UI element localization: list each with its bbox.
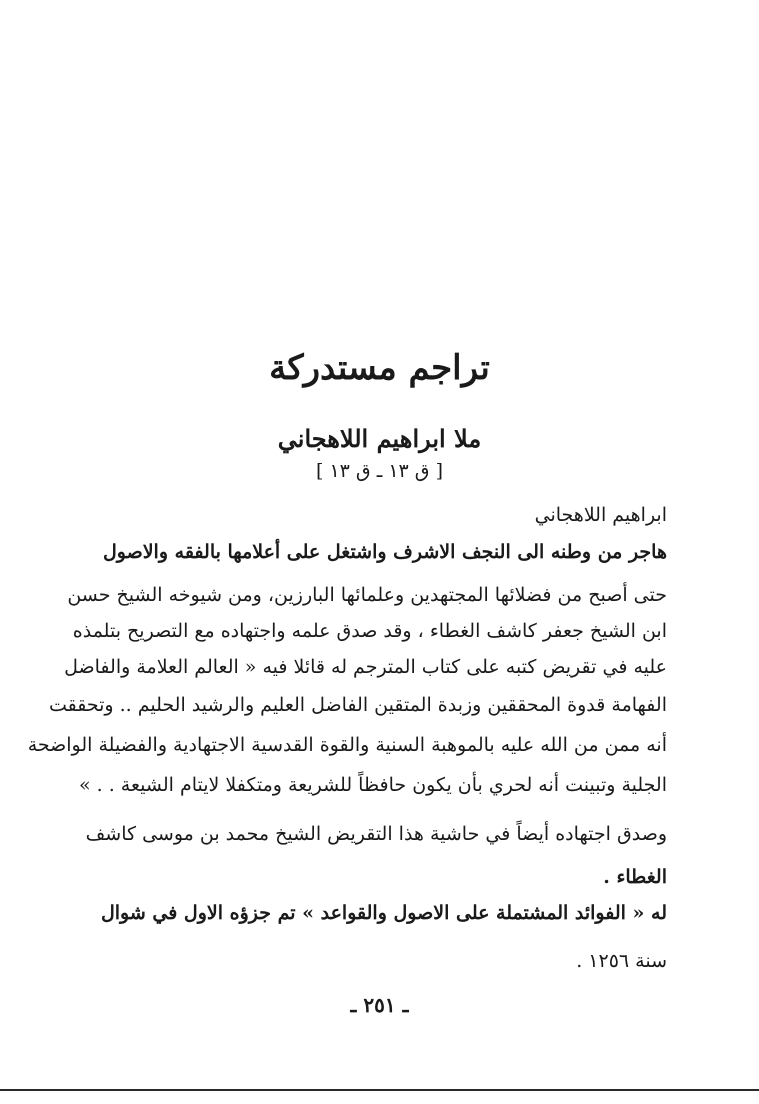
entry-dates: [ ق ١٣ ـ ق ١٣ ] [316, 460, 443, 482]
body-line: سنة ١٢٥٦ . [576, 950, 667, 972]
entry-name: ملا ابراهيم اللاهجاني [277, 424, 482, 453]
body-line: حتى أصبح من فضلائها المجتهدين وعلمائها البارزين، ومن شيوخه الشيخ حسن [67, 584, 667, 606]
body-line: وصدق اجتهاده أيضاً في حاشية هذا التقريض الشيخ محمد بن موسى كاشف [85, 823, 667, 845]
body-line: عليه في تقريض كتبه على كتاب المترجم له قائلا فيه « العالم العلامة والفاضل [64, 656, 667, 678]
body-line: له « الفوائد المشتملة على الاصول والقواعد » تم جزؤه الاول في شوال [100, 902, 667, 924]
page-number: ـ ٢٥١ ـ [350, 993, 409, 1017]
body-line: هاجر من وطنه الى النجف الاشرف واشتغل على أعلامها بالفقه والاصول [102, 541, 667, 563]
body-line: ابراهيم اللاهجاني [534, 504, 667, 526]
body-line: الغطاء . [603, 866, 667, 888]
body-line: أنه ممن من الله عليه بالموهبة السنية والقوة القدسية الاجتهادية والفضيلة الواضحة [27, 734, 667, 756]
body-line: الفهامة قدوة المحققين وزبدة المتقين الفاضل العليم والرشيد الحليم .. وتحققت [48, 694, 667, 716]
body-line: الجلية وتبينت أنه لحري بأن يكون حافظاً للشريعة ومتكفلا لايتام الشيعة . . » [78, 774, 667, 796]
section-title: تراجم مستدركة [269, 348, 490, 388]
bottom-rule [0, 1089, 759, 1091]
body-line: ابن الشيخ جعفر كاشف الغطاء ، وقد صدق علمه واجتهاده مع التصريح بتلمذه [72, 620, 667, 642]
